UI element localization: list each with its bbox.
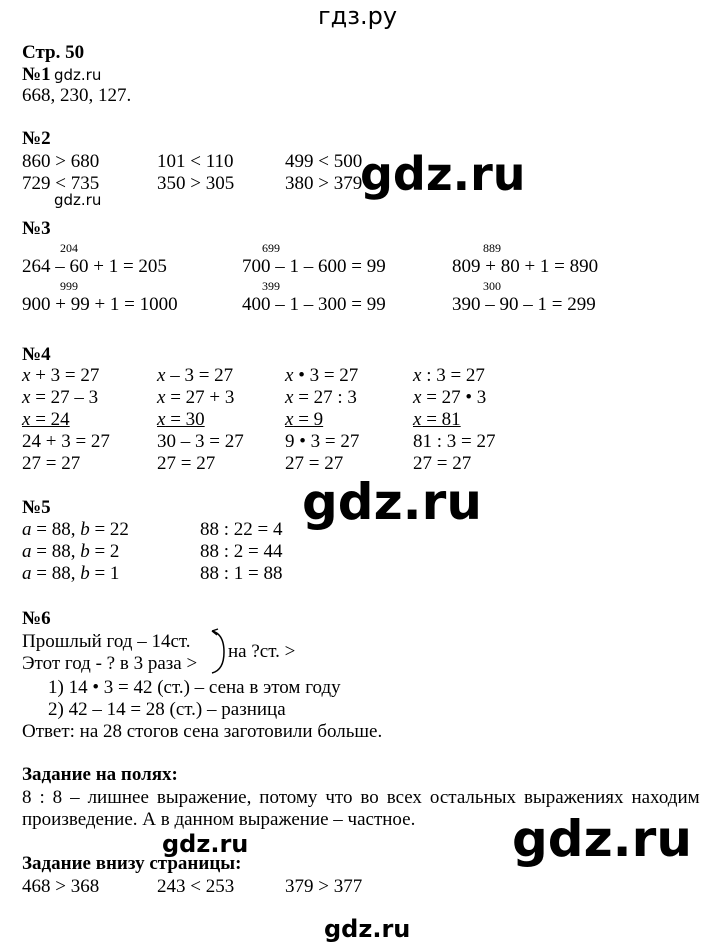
comparison-item: 860 > 680 — [22, 151, 100, 172]
intermediate-result: 889 — [483, 241, 501, 255]
division-result: 88 : 22 = 4 — [200, 519, 283, 540]
equation-line: x = 24 — [22, 409, 70, 430]
variable-values: a = 88, b = 2 — [22, 541, 120, 562]
condition-line: Прошлый год – 14ст. — [22, 631, 191, 652]
equation-line: 9 • 3 = 27 — [285, 431, 360, 452]
task-6-label: №6 — [22, 608, 51, 629]
comparison-item: 101 < 110 — [157, 151, 234, 172]
equation-line: x = 30 — [157, 409, 205, 430]
equation-line: 81 : 3 = 27 — [413, 431, 496, 452]
watermark-large: gdz.ru — [512, 810, 692, 868]
task-1-answer: 668, 230, 127. — [22, 85, 132, 106]
equation-line: x = 27 : 3 — [285, 387, 357, 408]
task-4-label: №4 — [22, 344, 51, 365]
task-3-label: №3 — [22, 218, 51, 239]
brace-arrow-icon — [208, 628, 230, 676]
watermark-large: gdz.ru — [302, 473, 482, 531]
condition-line: Этот год - ? в 3 раза > — [22, 653, 198, 674]
expression: 809 + 80 + 1 = 890 — [452, 256, 599, 277]
expression: 400 – 1 – 300 = 99 — [242, 294, 386, 315]
equation-line: x = 27 – 3 — [22, 387, 99, 408]
solution-step: 1) 14 • 3 = 42 (ст.) – сена в этом году — [48, 677, 341, 698]
watermark-medium: gdz.ru — [162, 830, 249, 858]
equation-line: 27 = 27 — [22, 453, 81, 474]
task-2-label: №2 — [22, 128, 51, 149]
variable-values: a = 88, b = 1 — [22, 563, 120, 584]
margin-task-title: Задание на полях: — [22, 764, 178, 785]
task-1-label: №1 — [22, 64, 51, 85]
equation-line: x = 27 + 3 — [157, 387, 235, 408]
equation-line: x • 3 = 27 — [285, 365, 359, 386]
bottom-task-title: Задание внизу страницы: — [22, 853, 242, 874]
solution-step: 2) 42 – 14 = 28 (ст.) – разница — [48, 699, 286, 720]
intermediate-result: 300 — [483, 279, 501, 293]
comparison-item: 379 > 377 — [285, 876, 363, 897]
intermediate-result: 399 — [262, 279, 280, 293]
margin-task-text: произведение. А в данном выражение – частное. — [22, 809, 416, 830]
equation-line: 24 + 3 = 27 — [22, 431, 110, 452]
watermark-small: gdz.ru — [54, 66, 102, 84]
division-result: 88 : 1 = 88 — [200, 563, 283, 584]
equation-line: 30 – 3 = 27 — [157, 431, 244, 452]
watermark-header: гдз.ру — [318, 2, 398, 30]
equation-line: x = 81 — [413, 409, 461, 430]
equation-line: 27 = 27 — [413, 453, 472, 474]
variable-values: a = 88, b = 22 — [22, 519, 129, 540]
expression: 264 – 60 + 1 = 205 — [22, 256, 167, 277]
watermark-small: gdz.ru — [54, 191, 102, 209]
intermediate-result: 699 — [262, 241, 280, 255]
watermark-large: gdz.ru — [360, 147, 526, 201]
equation-line: x : 3 = 27 — [413, 365, 485, 386]
comparison-item: 350 > 305 — [157, 173, 235, 194]
equation-line: 27 = 27 — [157, 453, 216, 474]
division-result: 88 : 2 = 44 — [200, 541, 283, 562]
intermediate-result: 999 — [60, 279, 78, 293]
answer-line: Ответ: на 28 стогов сена заготовили больше. — [22, 721, 383, 742]
brace-note: на ?ст. > — [228, 641, 296, 662]
comparison-item: 243 < 253 — [157, 876, 235, 897]
page-number: Стр. 50 — [22, 42, 85, 63]
margin-task-text: 8 : 8 – лишнее выражение, потому что во всех остальных выражениях находим — [22, 787, 700, 808]
comparison-item: 380 > 379 — [285, 173, 363, 194]
expression: 900 + 99 + 1 = 1000 — [22, 294, 178, 315]
comparison-item: 468 > 368 — [22, 876, 100, 897]
comparison-item: 499 < 500 — [285, 151, 363, 172]
expression: 700 – 1 – 600 = 99 — [242, 256, 386, 277]
intermediate-result: 204 — [60, 241, 78, 255]
equation-line: x + 3 = 27 — [22, 365, 100, 386]
task-5-label: №5 — [22, 497, 51, 518]
watermark-footer: gdz.ru — [324, 915, 411, 943]
equation-line: x – 3 = 27 — [157, 365, 234, 386]
comparison-item: 729 < 735 — [22, 173, 100, 194]
equation-line: x = 9 — [285, 409, 324, 430]
equation-line: 27 = 27 — [285, 453, 344, 474]
equation-line: x = 27 • 3 — [413, 387, 487, 408]
expression: 390 – 90 – 1 = 299 — [452, 294, 596, 315]
